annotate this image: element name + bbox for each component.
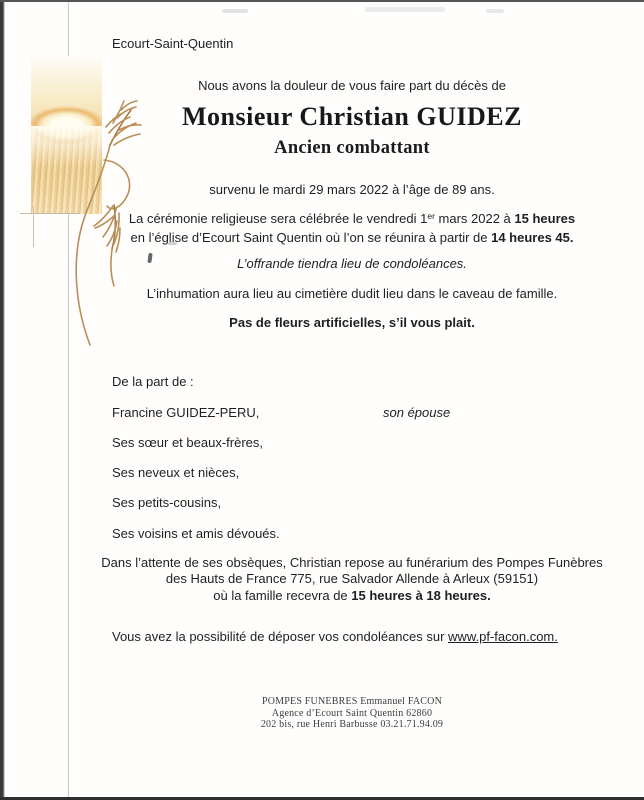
wake-line-3	[60, 588, 644, 604]
wake-paragraph	[60, 555, 644, 604]
wake-line-2: des Hauts de France 775, rue Salvador Allende à Arleux (59151)	[165, 571, 539, 587]
from-heading: De la part de :	[112, 374, 194, 389]
condolences-line	[112, 629, 558, 645]
condolences-text: Vous avez la possibilité de déposer vos condoléances sur	[112, 629, 449, 644]
ceremony-line2-text: en l’église d’Ecourt Saint Quentin où l’on se réunira à partir de	[130, 230, 492, 245]
wake-line3-text: où la famille recevra de	[213, 587, 352, 603]
condolences-website-link: www.pf-facon.com.	[448, 629, 558, 644]
scan-smudge	[222, 9, 248, 13]
ceremony-line1-mid: mars 2022 à	[434, 211, 515, 226]
family-member: Ses voisins et amis dévoués.	[112, 526, 280, 541]
funeral-home-name: POMPES FUNEBRES Emmanuel FACON	[261, 696, 442, 707]
deceased-name: Monsieur Christian GUIDEZ	[182, 102, 522, 131]
no-flowers-line: Pas de fleurs artificielles, s’il vous plait.	[229, 315, 475, 330]
wheat-stalks-icon	[18, 48, 168, 368]
burial-line: L’inhumation aura lieu au cimetière dudit lieu dans le caveau de famille.	[146, 286, 558, 301]
city-label: Ecourt-Saint-Quentin	[112, 36, 234, 51]
deceased-subtitle: Ancien combattant	[274, 138, 430, 158]
scan-smudge	[486, 9, 504, 13]
offering-line: L’offrande tiendra lieu de condoléances.	[237, 256, 467, 271]
funeral-home-address: 202 bis, rue Henri Barbusse 03.21.71.94.09	[260, 719, 444, 731]
wake-line-1: Dans l’attente de ses obsèques, Christian repose au funérarium des Pompes Funèbres	[101, 555, 603, 570]
gathering-time: 14 heures 45.	[491, 230, 574, 245]
family-member: Ses sœur et beaux-frères,	[112, 435, 263, 450]
family-member: Ses petits-cousins,	[112, 495, 222, 510]
family-relation: son épouse	[383, 405, 451, 420]
family-member: Francine GUIDEZ-PERU,	[112, 405, 260, 420]
funeral-home-footer	[60, 696, 644, 731]
scan-edge-top	[0, 0, 644, 2]
ordinal-superscript: er	[427, 210, 435, 221]
scan-smudge	[365, 7, 445, 12]
scan-edge-left	[0, 0, 5, 800]
ceremony-time: 15 heures	[514, 211, 576, 226]
visiting-hours: 15 heures à 18 heures.	[351, 587, 491, 603]
intro-line: Nous avons la douleur de vous faire part du décès de	[198, 78, 506, 93]
ceremony-line1-text: La cérémonie religieuse sera célébrée le vendredi 1	[128, 211, 428, 226]
family-member: Ses neveux et nièces,	[112, 465, 240, 480]
death-line: survenu le mardi 29 mars 2022 à l’âge de 89 ans.	[209, 182, 495, 197]
funeral-home-agency: Agence d’Ecourt Saint Quentin 62860	[271, 707, 433, 719]
